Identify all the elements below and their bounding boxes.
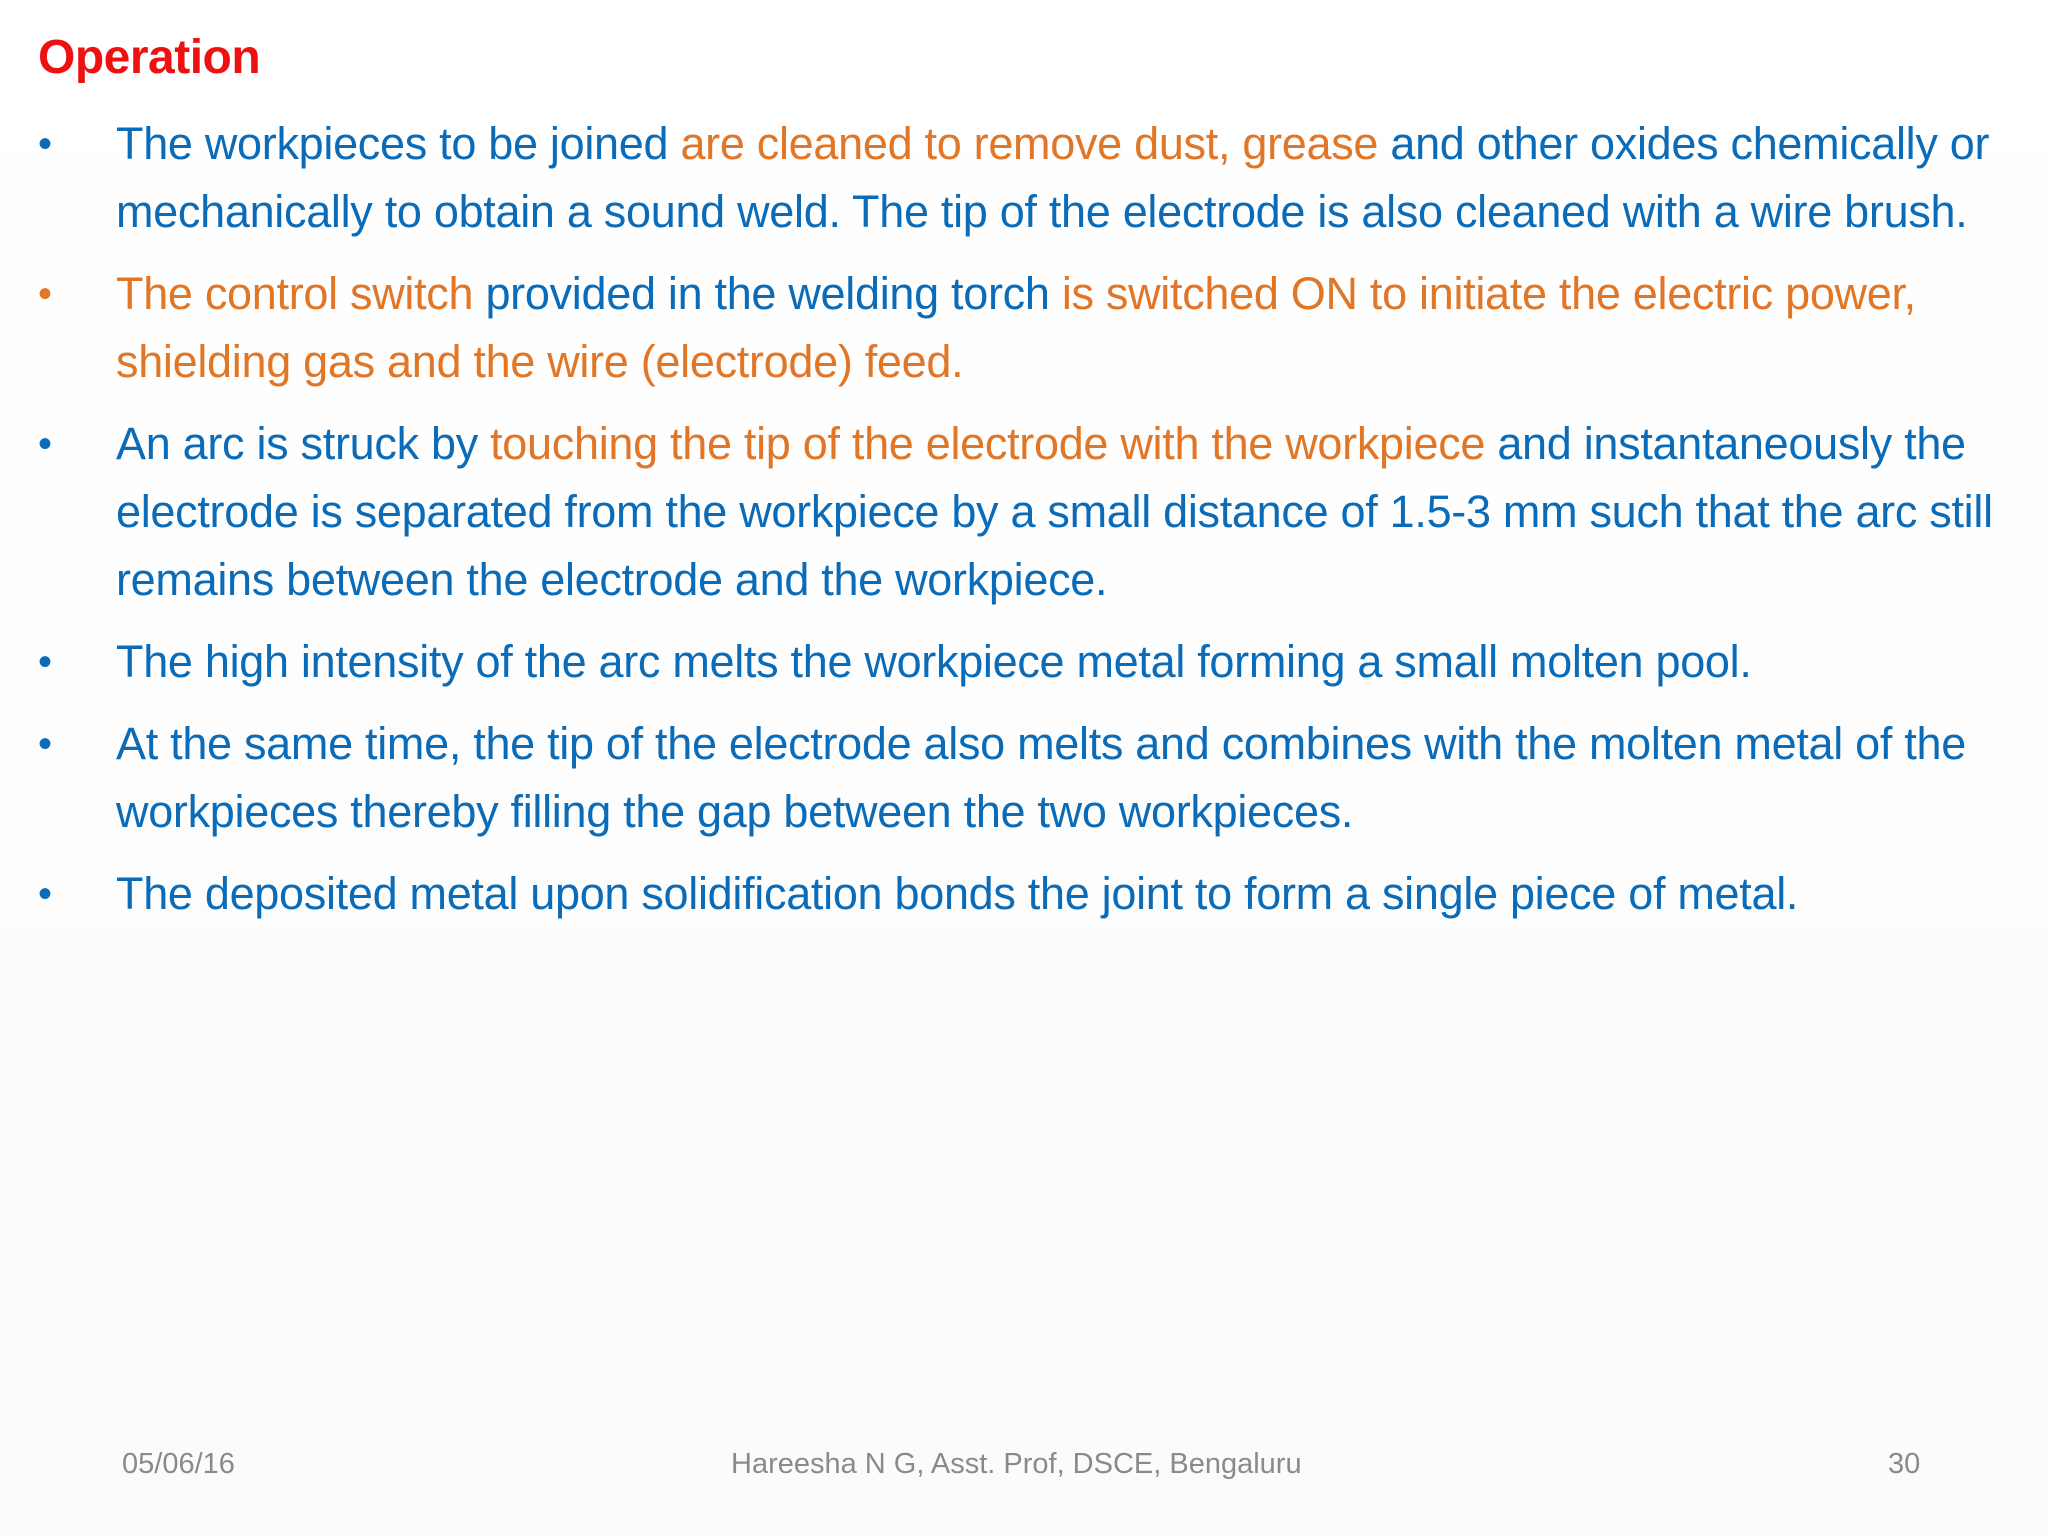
bullet-dot-icon: • [38, 122, 52, 166]
bullet-item [38, 628, 2028, 696]
bullet-text-segment: An arc is struck by [116, 418, 491, 469]
bullet-text-highlight: is switched ON to initiate the electric power, shielding gas and the wire (electrode) feed. [116, 268, 1916, 387]
bullet-dot-icon: • [38, 422, 52, 466]
bullet-text-segment: The high intensity of the arc melts the workpiece metal forming a small molten pool. [116, 636, 1752, 687]
bullet-dot-icon: • [38, 272, 52, 316]
footer-author: Hareesha N G, Asst. Prof, DSCE, Bengaluru [731, 1448, 1302, 1480]
footer-date: 05/06/16 [122, 1448, 235, 1480]
bullet-dot-icon: • [38, 872, 52, 916]
bullet-text-segment: The workpieces to be joined [116, 118, 681, 169]
bullet-dot-icon: • [38, 640, 52, 684]
bullet-text-segment: and instantaneously the electrode is separated from the workpiece by a small distance of 1.5-3 mm such that the arc still remains between the electrode and the workpiece. [116, 418, 1993, 605]
bullet-text-segment: At the same time, the tip of the electrode also melts and combines with the molten metal of the workpieces thereby filling the gap between the two workpieces. [116, 718, 1966, 837]
bullet-item [38, 410, 2028, 614]
bullet-text-highlight: touching the tip of the electrode with the workpiece [490, 418, 1486, 469]
bullet-item [38, 860, 2028, 928]
bullet-list [38, 110, 2028, 942]
bullet-text-segment: The deposited metal upon solidification bonds the joint to form a single piece of metal. [116, 868, 1799, 919]
bullet-text-segment: and other oxides chemically or mechanically to obtain a sound weld. The tip of the electrode is also cleaned with a wire brush. [116, 118, 1990, 237]
bullet-item [38, 260, 2028, 396]
bullet-dot-icon: • [38, 722, 52, 766]
slide-title: Operation [38, 31, 261, 84]
bullet-item [38, 710, 2028, 846]
bullet-item [38, 110, 2028, 246]
bullet-text-segment: provided in the welding torch [473, 268, 1062, 319]
footer-page-number: 30 [1888, 1448, 1921, 1480]
bullet-text-highlight: are cleaned to remove dust, grease [680, 118, 1379, 169]
bullet-text-highlight: The control switch [116, 268, 474, 319]
